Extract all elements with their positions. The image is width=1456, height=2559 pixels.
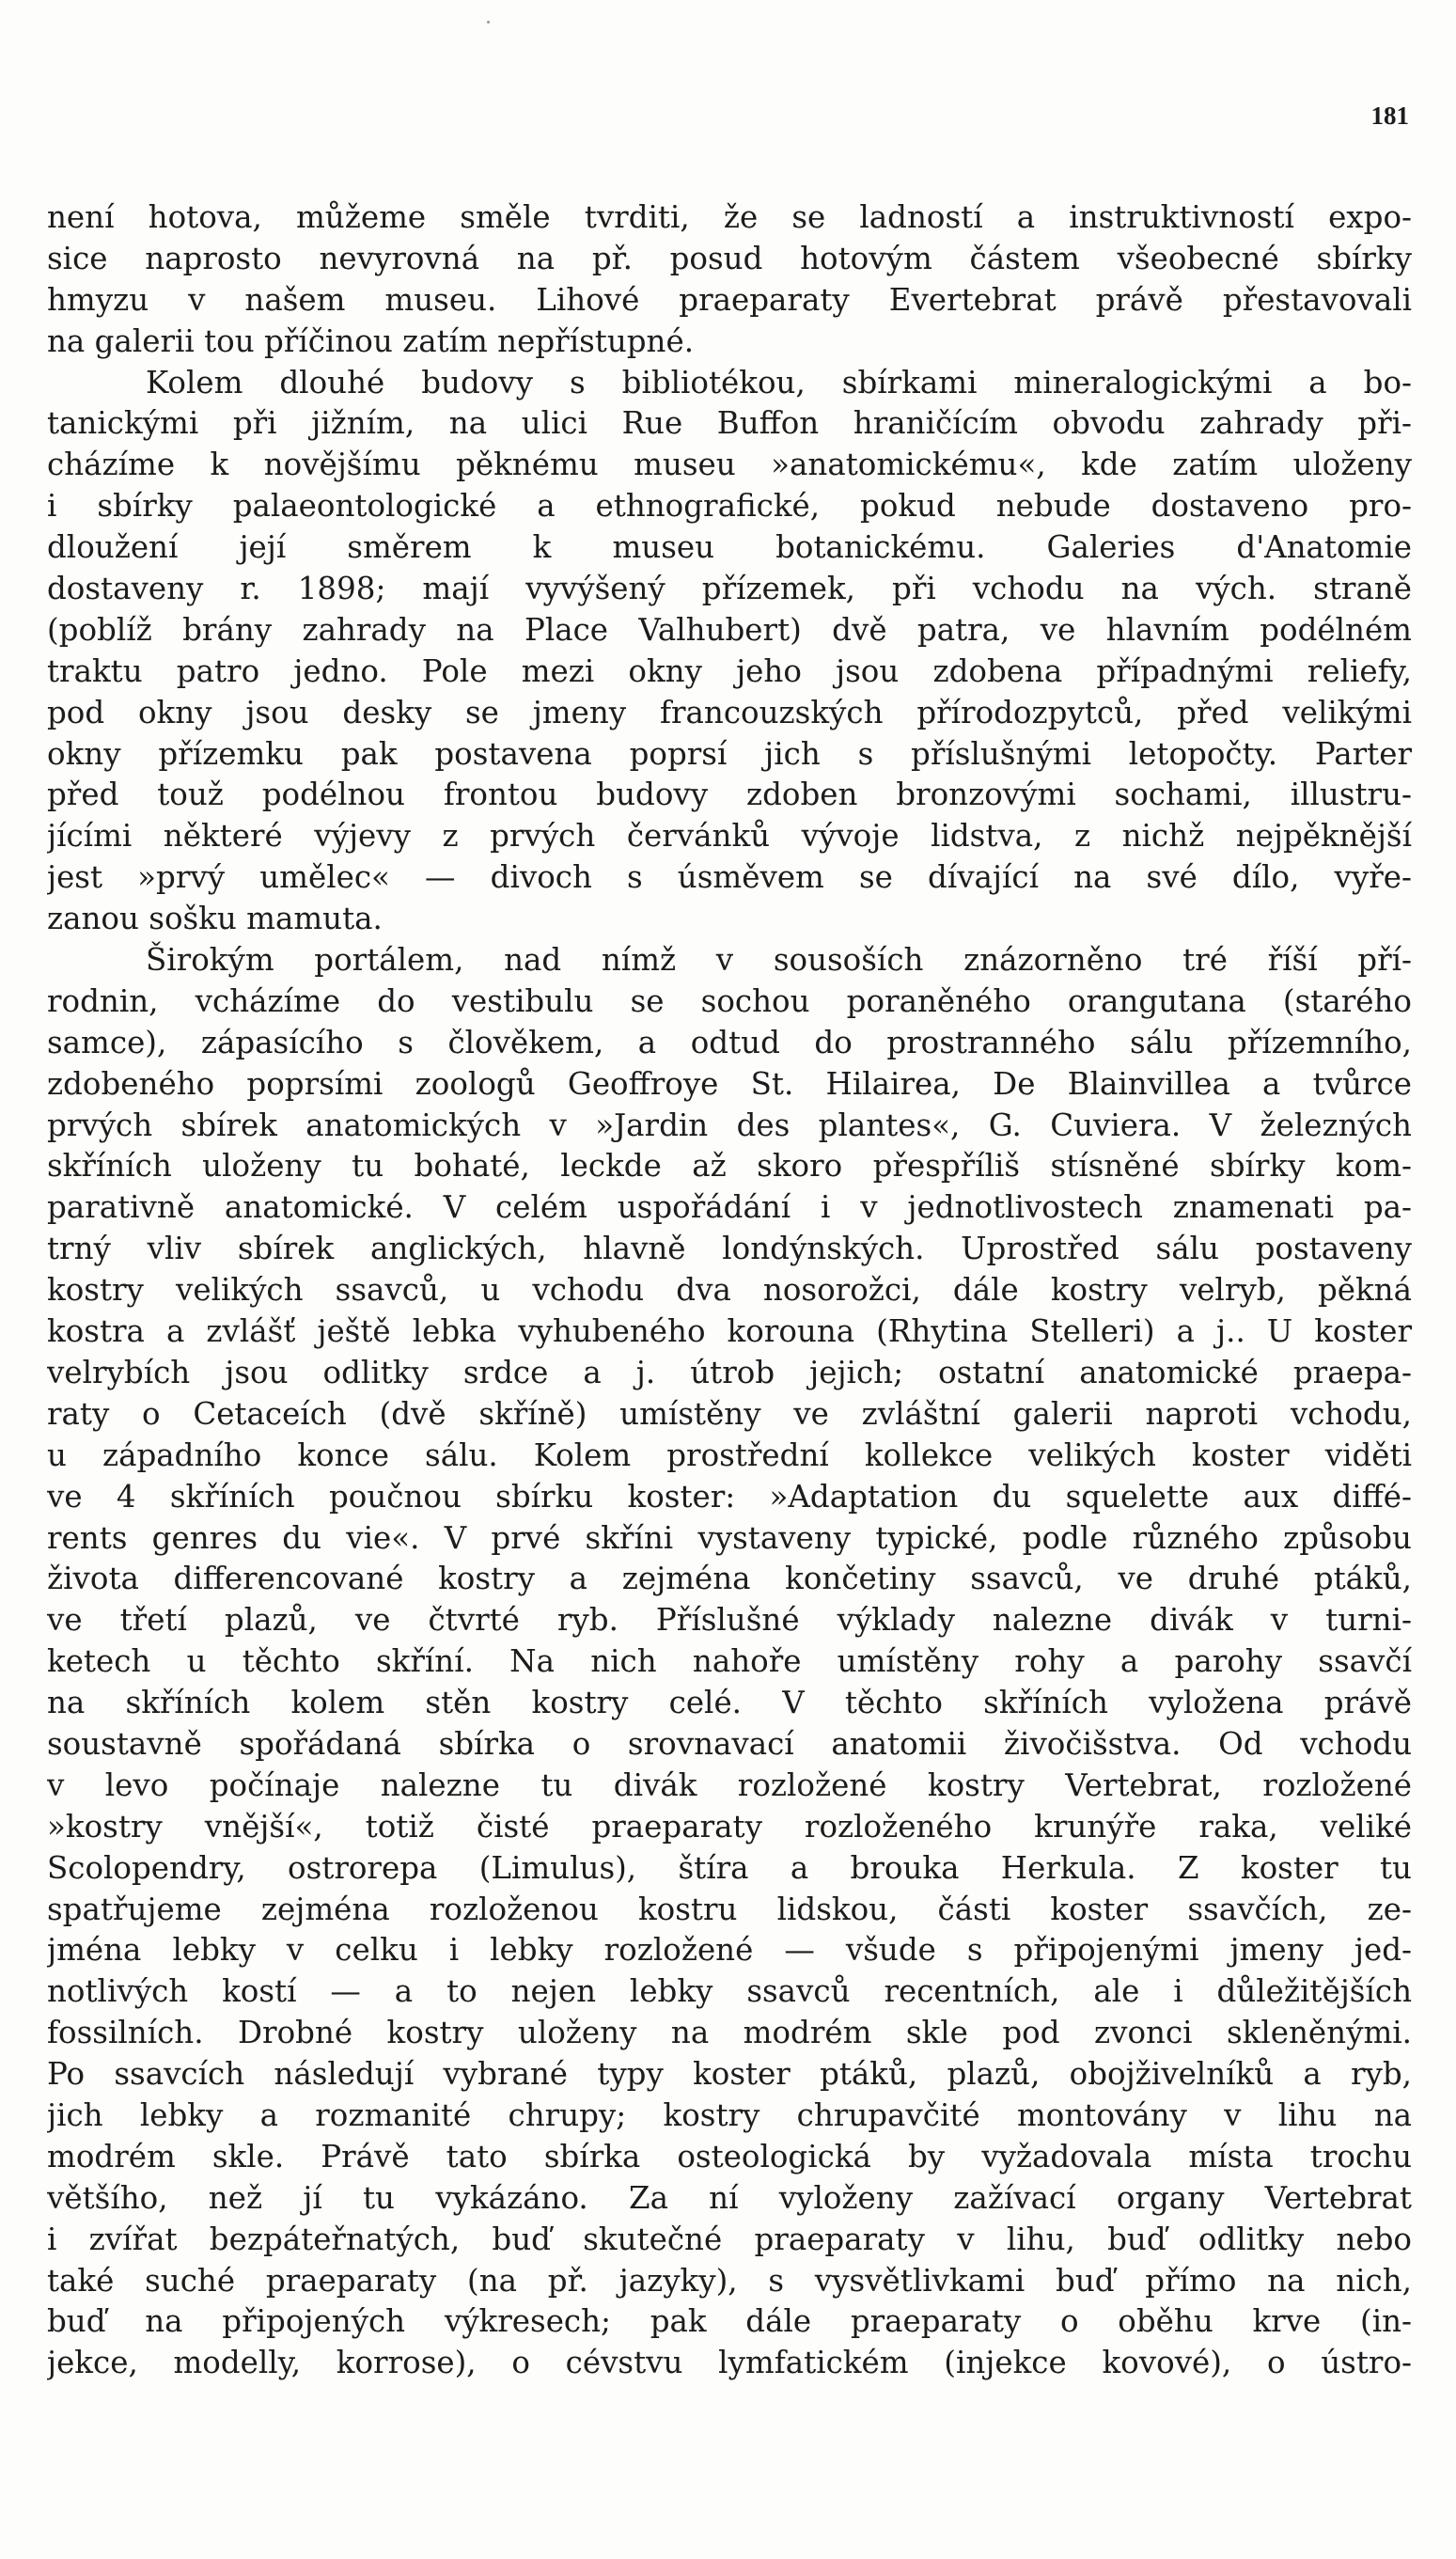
text-line: traktu patro jedno. Pole mezi okny jeho jsou zdobena případnými reliefy, (47, 652, 1412, 689)
text-line: spatřujeme zejména rozloženou kostru lidskou, části koster ssavčích, ze- (47, 1891, 1412, 1927)
text-line: před touž podélnou frontou budovy zdoben bronzovými sochami, illustru- (47, 777, 1412, 813)
text-line: i sbírky palaeontologické a ethnografické, pokud nebude dostaveno pro- (47, 488, 1412, 525)
text-line: také suché praeparaty (na př. jazyky), s vysvětlivkami buď přímo na nich, (47, 2262, 1412, 2299)
speck-mark (487, 21, 490, 24)
text-line: hmyzu v našem museu. Lihové praeparaty Evertebrat právě přestavovali (47, 281, 1412, 318)
text-line: Scolopendry, ostrorepa (Limulus), štíra a brouka Herkula. Z koster tu (47, 1849, 1412, 1886)
text-line: raty o Cetaceích (dvě skříně) umístěny ve zvláštní galerii naproti vchodu, (47, 1395, 1412, 1432)
text-line: buď na připojených výkresech; pak dále praeparaty o oběhu krve (in- (47, 2303, 1412, 2340)
text-line: pod okny jsou desky se jmeny francouzských přírodozpytců, před velikými (47, 694, 1412, 730)
text-line: v levo počínaje nalezne tu divák rozložené kostry Vertebrat, rozložené (47, 1766, 1412, 1803)
text-line: velrybích jsou odlitky srdce a j. útrob jejich; ostatní anatomické praepa- (47, 1354, 1412, 1390)
text-line: soustavně spořádaná sbírka o srovnavací anatomii živočišstva. Od vchodu (47, 1725, 1412, 1762)
text-line: není hotova, můžeme směle tvrditi, že se ladností a instruktivností expo- (47, 199, 1412, 235)
body-text (47, 197, 1412, 2384)
text-line: rents genres du vie«. V prvé skříni vystaveny typické, podle různého způsobu (47, 1519, 1412, 1556)
text-line: ve třetí plazů, ve čtvrté ryb. Příslušné výklady nalezne divák v turni- (47, 1602, 1412, 1639)
text-line: Širokým portálem, nad nímž v sousoších znázorněno tré říší pří- (146, 942, 1412, 979)
text-line: tanickými při jižním, na ulici Rue Buffon hraničícím obvodu zahrady při- (47, 405, 1412, 442)
text-line: rodnin, vcházíme do vestibulu se sochou poraněného orangutana (starého (47, 982, 1412, 1019)
text-line: většího, než jí tu vykázáno. Za ní vyloženy zažívací organy Vertebrat (47, 2179, 1412, 2216)
text-line: zanou sošku mamuta. (47, 901, 383, 937)
text-line: u západního konce sálu. Kolem prostřední kollekce velikých koster viděti (47, 1436, 1412, 1473)
text-line: ketech u těchto skříní. Na nich nahoře umístěny rohy a parohy ssavčí (47, 1643, 1412, 1680)
text-line: fossilních. Drobné kostry uloženy na modrém skle pod zvonci skleněnými. (47, 2015, 1412, 2051)
text-line: zdobeného poprsími zoologů Geoffroye St. Hilairea, De Blainvillea a tvůrce (47, 1065, 1412, 1102)
text-line: jest »prvý umělec« — divoch s úsměvem se dívající na své dílo, vyře- (47, 859, 1412, 896)
text-line: na skříních kolem stěn kostry celé. V těchto skříních vyložena právě (47, 1685, 1412, 1721)
text-line: Kolem dlouhé budovy s bibliotékou, sbírkami mineralogickými a bo- (146, 364, 1412, 400)
page-number: 181 (1370, 102, 1409, 130)
text-line: ve 4 skříních poučnou sbírku koster: »Adaptation du squelette aux diffé- (47, 1478, 1412, 1515)
text-line: okny přízemku pak postavena poprsí jich s příslušnými letopočty. Parter (47, 735, 1412, 772)
text-line: jména lebky v celku i lebky rozložené — všude s připojenými jmeny jed- (47, 1932, 1412, 1969)
text-line: jich lebky a rozmanité chrupy; kostry chrupavčité montovány v lihu na (47, 2096, 1412, 2133)
text-line: kostry velikých ssavců, u vchodu dva nosorožci, dále kostry velryb, pěkná (47, 1272, 1412, 1309)
text-line: parativně anatomické. V celém uspořádání i v jednotlivostech znamenati pa- (47, 1189, 1412, 1226)
text-line: »kostry vnější«, totiž čisté praeparaty rozloženého krunýře raka, veliké (47, 1808, 1412, 1845)
text-line: trný vliv sbírek anglických, hlavně londýnských. Uprostřed sálu postaveny (47, 1231, 1412, 1267)
text-line: samce), zápasícího s člověkem, a odtud do prostranného sálu přízemního, (47, 1024, 1412, 1060)
text-line: skříních uloženy tu bohaté, leckde až skoro přespříliš stísněné sbírky kom- (47, 1148, 1412, 1185)
text-line: notlivých kostí — a to nejen lebky ssavců recentních, ale i důležitějších (47, 1973, 1412, 2010)
text-line: Po ssavcích následují vybrané typy koster ptáků, plazů, obojživelníků a ryb, (47, 2056, 1412, 2093)
text-line: prvých sbírek anatomických v »Jardin des plantes«, G. Cuviera. V železných (47, 1107, 1412, 1143)
text-line: jícími některé výjevy z prvých červánků vývoje lidstva, z nichž nejpěknější (47, 818, 1412, 855)
text-line: dostaveny r. 1898; mají vyvýšený přízemek, při vchodu na vých. straně (47, 571, 1412, 607)
text-line: cházíme k novějšímu pěknému museu »anatomickému«, kde zatím uloženy (47, 447, 1412, 483)
text-line: života differencované kostry a zejména končetiny ssavců, ve druhé ptáků, (47, 1561, 1412, 1597)
text-line: modrém skle. Právě tato sbírka osteologická by vyžadovala místa trochu (47, 2138, 1412, 2174)
text-line: dloužení její směrem k museu botanickému. Galeries d'Anatomie (47, 529, 1412, 566)
text-line: i zvířat bezpáteřnatých, buď skutečné praeparaty v lihu, buď odlitky nebo (47, 2221, 1412, 2257)
text-line: jekce, modelly, korrose), o cévstvu lymfatickém (injekce kovové), o ústro- (47, 2345, 1412, 2381)
text-line: sice naprosto nevyrovná na př. posud hotovým částem všeobecné sbírky (47, 240, 1412, 276)
text-line: kostra a zvlášť ještě lebka vyhubeného korouna (Rhytina Stelleri) a j.. U koster (47, 1313, 1412, 1350)
text-line: na galerii tou příčinou zatím nepřístupné. (47, 322, 695, 359)
text-line: (poblíž brány zahrady na Place Valhubert) dvě patra, ve hlavním podélném (47, 611, 1412, 648)
